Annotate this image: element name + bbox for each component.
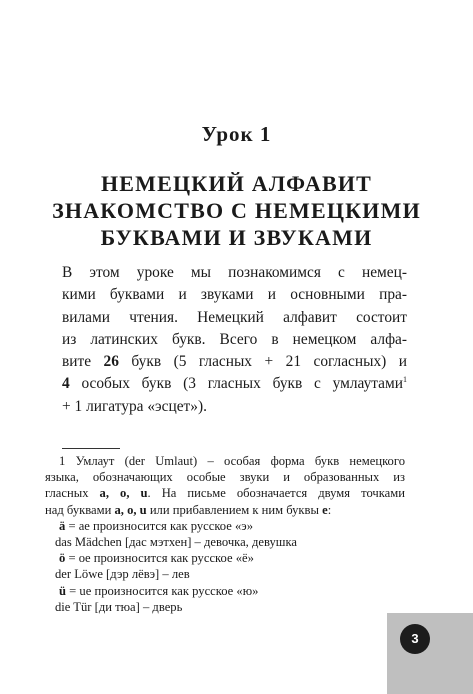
umlaut-rule-o: ö = oe произносится как русское «ё» bbox=[59, 551, 254, 566]
footnote-line: 1 Умлаут (der Umlaut) – особая форма букв немецкого bbox=[59, 454, 405, 468]
umlaut-rule-a: ä = ae произносится как русское «э» bbox=[59, 518, 253, 533]
example-u: die Tür [ди тюа] – дверь bbox=[55, 599, 183, 614]
footnote-line: над буквами a, o, u или прибавлением к ним буквы e: bbox=[45, 502, 332, 517]
title-line-2: ЗНАКОМСТВО С НЕМЕЦКИМИ bbox=[52, 198, 421, 223]
title-line-3: БУКВАМИ И ЗВУКАМИ bbox=[100, 225, 373, 250]
footnote-marker: 1 bbox=[403, 375, 407, 385]
lesson-heading: Урок 1 bbox=[201, 122, 272, 146]
page-corner-tab bbox=[387, 613, 473, 694]
special-letter-count: 4 bbox=[62, 375, 70, 393]
letter-count: 26 bbox=[103, 353, 119, 371]
footnote-line: языка, обозначающих особые звуки и образованных из bbox=[45, 470, 405, 485]
footnote bbox=[45, 453, 405, 615]
intro-line: вилами чтения. Немецкий алфавит состоит bbox=[62, 308, 407, 326]
intro-line: + 1 лигатура «эсцет»). bbox=[62, 397, 207, 415]
example-o: der Löwe [дэр лёвэ] – лев bbox=[55, 567, 190, 582]
umlaut-rule-u: ü = ue произносится как русское «ю» bbox=[59, 583, 259, 598]
intro-line: вите 26 букв (5 гласных + 21 согласных) и bbox=[62, 353, 407, 371]
footnote-separator bbox=[62, 448, 120, 449]
intro-paragraph bbox=[62, 262, 407, 418]
footnote-line: гласных a, o, u. На письме обозначается двумя точками bbox=[45, 486, 405, 501]
page-number: 3 bbox=[400, 624, 430, 654]
chapter-title bbox=[20, 170, 453, 251]
intro-line: из латинских букв. Всего в немецком алфа- bbox=[62, 330, 407, 348]
intro-line: В этом уроке мы познакомимся с немец- bbox=[62, 264, 407, 281]
intro-line: кими буквами и звуками и основными пра- bbox=[62, 286, 407, 304]
intro-line: 4 особых букв (3 гласных букв с умлаутами$^1$ bbox=[62, 375, 407, 393]
title-line-1: НЕМЕЦКИЙ АЛФАВИТ bbox=[100, 171, 373, 196]
example-a: das Mädchen [дас мэтхен] – девочка, девушка bbox=[55, 535, 298, 550]
